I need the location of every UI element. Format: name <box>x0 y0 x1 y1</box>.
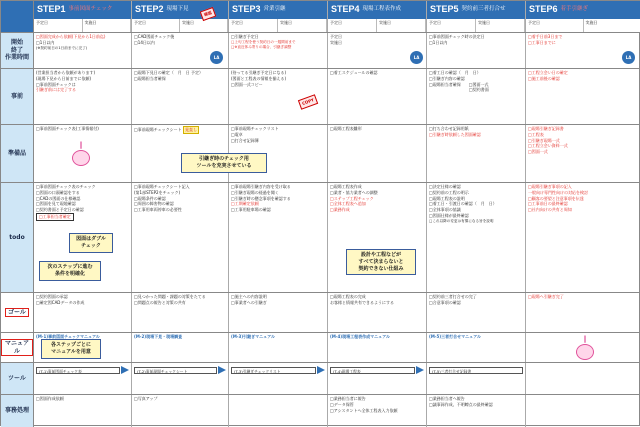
date-actual-label: 実施日 <box>83 19 132 32</box>
item: お客様と情報共有できるようにする <box>330 300 424 306</box>
row-label-manual <box>1 333 34 362</box>
step-number: STEP6 <box>529 3 558 16</box>
goal-row <box>1 293 640 333</box>
step3-header[interactable] <box>229 1 328 32</box>
cell-step4 <box>328 333 427 362</box>
office-row <box>1 395 640 427</box>
cell-step5 <box>427 363 526 394</box>
manual-label-box: マニュアル <box>1 339 33 357</box>
item: □契約前三者打合せの完了 <box>429 294 523 300</box>
item: □顧客の要望と注意事項を伝達 <box>528 196 639 202</box>
arrow-right-icon <box>121 366 129 374</box>
item: □これ以降の変更は有償になる旨を説明 <box>429 219 523 224</box>
item: □工事前日の最終確認 <box>528 201 639 207</box>
date-actual-label: 実施日 <box>180 19 228 32</box>
callout-manual-per-step: 各ステップごとに マニュアルを用意 <box>41 339 101 359</box>
item: □施主への内容説明 <box>231 294 325 300</box>
company-logo-icon: LA <box>622 51 635 64</box>
item: □業務担当者へ報告 <box>429 396 523 402</box>
cell-step5 <box>427 125 526 182</box>
tool-label: (T-4)現場工程表 <box>330 367 415 374</box>
company-logo-icon: LA <box>410 51 423 64</box>
item: □CADの図面の仕様確認 <box>36 196 129 202</box>
date-actual-label: 実施日 <box>476 19 525 32</box>
callout-double-check: 図面はダブル チェック <box>69 233 113 253</box>
cell-step5 <box>427 69 526 124</box>
step-number: STEP3 <box>232 3 261 16</box>
start-end-row <box>1 33 640 69</box>
cell-step2 <box>132 69 229 124</box>
step-number: STEP2 <box>135 3 164 16</box>
item: □工程立会い資料一式 <box>528 143 639 149</box>
date-actual-label: 実施日 <box>377 19 426 32</box>
goal-label-box: ゴール <box>5 308 29 318</box>
item: □図面仕様が最終確認 <box>429 213 523 219</box>
item: □事前現場引継ぎ内容を受け取る <box>231 184 325 190</box>
item: □※直近休み寄りの場合、引継ぎ調整 <box>231 45 325 50</box>
step5-header[interactable] <box>427 1 526 32</box>
cell-step5 <box>427 333 526 362</box>
item: □引継ぎ予定日 <box>231 34 325 40</box>
row-label-prior: 事前 <box>1 69 34 124</box>
date-bar <box>526 19 640 32</box>
manual-link[interactable]: (M-2)現場下見・現場調査 <box>134 334 226 340</box>
item: □契約書面と予定日の確認 <box>36 207 129 213</box>
item: □事前図面チェック時の決定日 <box>429 34 523 40</box>
rabbit-mascot-icon: ‖ <box>576 335 594 360</box>
item: □工事用駐車場の確認 <box>231 207 325 213</box>
date-plan-label: 予定日 <box>132 19 180 32</box>
item: □CAD図面チェック後 <box>134 34 226 40</box>
callout-contract-condition: 設計や工程などが すべて決まらないと 契約できない仕組み <box>346 249 416 275</box>
item: □現場工程表の完成 <box>330 294 424 300</box>
cell-step6 <box>526 183 640 292</box>
tool-label: (T-5)三者打合せ記録書 <box>429 367 523 374</box>
date-actual-label: 実施日 <box>584 19 640 32</box>
date-actual-label: 実施日 <box>278 19 327 32</box>
cell-step4 <box>328 363 427 394</box>
step-number: STEP1 <box>37 3 66 16</box>
item: □工程立会い日の確定 <box>528 70 639 76</box>
step-number: STEP5 <box>430 3 459 16</box>
company-logo-icon: LA <box>210 51 223 64</box>
step-title: 営業引継 <box>264 6 286 14</box>
cell-step3 <box>229 183 328 292</box>
step-title: 契約前三者打合せ <box>462 6 506 14</box>
item: □1日以内 <box>429 40 523 46</box>
date-plan-label: 予定日 <box>328 19 377 32</box>
cell-step4 <box>328 293 427 332</box>
cell-step4 <box>328 69 427 124</box>
arrow-right-icon <box>416 366 424 374</box>
tool-item[interactable] <box>36 366 129 374</box>
date-plan-label: 予定日 <box>526 19 584 32</box>
row-label-todo: todo <box>1 183 34 292</box>
tool-item[interactable] <box>330 366 424 374</box>
item: □データ保管 <box>330 402 424 408</box>
cell-step2 <box>132 363 229 394</box>
item: □現場引継ぎ事項の記入 <box>528 184 639 190</box>
cell-step3 <box>229 33 328 68</box>
item: 実施日 <box>330 40 424 46</box>
date-bar <box>229 19 327 32</box>
row-label-office: 事務処理 <box>1 395 34 427</box>
item: □契約図面の承認 <box>36 294 129 300</box>
manual-link[interactable]: (M-5)三者打合せマニュアル <box>429 334 523 340</box>
item: □写真アップ <box>134 396 226 402</box>
item: □事前現場チェックリスト <box>231 126 325 132</box>
item: □現場工程表の説明 <box>429 196 523 202</box>
date-bar <box>34 19 131 32</box>
cell-step3 <box>229 363 328 394</box>
item: □打合せ記録簿 <box>231 138 325 144</box>
tool-label: (T-1)事前図面チェック表 <box>36 367 120 374</box>
item: □上旬工程を使う契約日の一週間前まで <box>231 40 325 45</box>
item: □契約書面 <box>429 87 523 93</box>
step1-header[interactable] <box>34 1 132 32</box>
item: □契約前の工程の明示 <box>429 190 523 196</box>
cell-step6 <box>526 395 640 427</box>
copy-stamp-icon: COPY <box>298 94 318 109</box>
check-stamp-icon: 確認 <box>200 7 217 21</box>
review-badge: 見直し <box>183 126 199 134</box>
item: □現場担当者確保 □図面一式 <box>429 82 523 88</box>
item: □現場工程表作成 <box>330 184 424 190</box>
manual-link[interactable]: (M-1)事前図面チェックマニュアル <box>36 334 129 340</box>
item: □14日以内 <box>134 40 226 46</box>
item: □事業者への引継ぎ <box>231 300 325 306</box>
date-bar <box>132 19 228 32</box>
item: □周囲の障害物の確認 <box>134 201 226 207</box>
item: □現場へ引継ぎ完了 <box>528 294 639 300</box>
item: □合意事項の確認 <box>429 300 523 306</box>
item: □全体工程表へ追加 <box>330 201 424 207</box>
item: □図面の口頭確認をする <box>36 190 129 196</box>
row-label-tool: ツール <box>1 363 34 394</box>
cell-step3 <box>229 293 328 332</box>
date-plan-label: 予定日 <box>229 19 278 32</box>
step4-header[interactable] <box>328 1 427 32</box>
callout-next-step-condition: 次のステップに進む 条件を明確化 <box>39 261 101 281</box>
item: □見つかった問題・課題の対策をたてる <box>134 294 226 300</box>
row-label-goal <box>1 293 34 332</box>
arrow-right-icon <box>218 366 226 374</box>
item: □現場工程表雛形 <box>330 126 424 132</box>
item: □引継ぎ現場一式 <box>528 138 639 144</box>
cell-step5 <box>427 33 526 68</box>
cell-step2 <box>132 333 229 362</box>
item: □現場条件の確認 <box>134 196 226 202</box>
item: □業者・協力業者への調整 <box>330 190 424 196</box>
item: □事前現場チェックシート記入 <box>134 184 226 190</box>
item: □現場引継ぎ記録書 <box>528 126 639 132</box>
item: □工事日までに <box>528 40 639 46</box>
cell-step4 <box>328 33 427 68</box>
cell-step5 <box>427 183 526 292</box>
manual-link[interactable]: (M-4)現場工程表作成マニュアル <box>330 334 424 340</box>
item: (第1部STEP2をチェック) <box>134 190 226 196</box>
cell-step1 <box>34 395 132 427</box>
cell-step6 <box>526 33 640 68</box>
cell-step3 <box>229 395 328 427</box>
header-row <box>1 1 640 33</box>
item: □事前図面チェック表のチェック <box>36 184 129 190</box>
item: □工期確定依頼 <box>231 201 325 207</box>
item: □着工日・引渡日の確認（ 月 日） <box>429 201 523 207</box>
date-plan-label: 予定日 <box>34 19 83 32</box>
item: □図面を見て現地確認 <box>36 201 129 207</box>
tool-row <box>1 363 640 395</box>
item: □全体事項の協議 <box>429 207 523 213</box>
item: (※契約前日の1日前までに完了) <box>36 46 129 51</box>
step-title: 着手引継ぎ <box>561 6 589 14</box>
cell-step3 <box>229 69 328 124</box>
item: □引継ぎ時依頼した図面確認 <box>429 132 523 138</box>
item-text: □工事担当者確定 <box>36 213 74 221</box>
date-plan-label: 予定日 <box>427 19 476 32</box>
item: (営業担当者から依頼があります) <box>36 70 129 76</box>
item: □決定仕様の確認 <box>429 184 523 190</box>
item: □事前図面チェックは <box>36 82 129 88</box>
item: (図面と工程表の情報を揃える) <box>231 76 325 82</box>
item <box>134 126 226 134</box>
item: □着手日前3日まで <box>528 34 639 40</box>
item: □打ち合わせ記録用紙 <box>429 126 523 132</box>
item: 引継ぎ前には完了する <box>36 87 129 93</box>
step-title: 事前図面チェック <box>69 6 113 14</box>
cell-step6 <box>526 69 640 124</box>
cell-step4 <box>328 395 427 427</box>
item: □図面作成依頼 <box>36 396 129 402</box>
item: (待ってる引継ぎ予定日になる) <box>231 70 325 76</box>
tool-item[interactable] <box>134 366 226 374</box>
arrow-right-icon <box>317 366 325 374</box>
tool-item[interactable] <box>429 366 523 374</box>
cell-step6 <box>526 333 640 362</box>
item: □1日以内 <box>36 40 129 46</box>
step-number: STEP4 <box>331 3 360 16</box>
item: 予定日 <box>330 34 424 40</box>
step6-header[interactable] <box>526 1 640 32</box>
item: (現場下見から日前までに依頼) <box>36 76 129 82</box>
item: □アシスタントへ全体工程表入力依頼 <box>330 408 424 414</box>
cell-step5 <box>427 293 526 332</box>
item: □工事用車両停車の必要性 <box>134 207 226 213</box>
prior-row <box>1 69 640 125</box>
cell-step6 <box>526 363 640 394</box>
cell-step6 <box>526 125 640 182</box>
cell-step4 <box>328 183 427 292</box>
date-bar <box>328 19 426 32</box>
item: □社内向けの共有と周知 <box>528 207 639 213</box>
item: □電卓 <box>231 132 325 138</box>
item-text: □事前現場チェックシート <box>134 127 182 132</box>
item: □施工前後の確認 <box>528 76 639 82</box>
cell-step5 <box>427 395 526 427</box>
cell-step4 <box>328 125 427 182</box>
cell-step1 <box>34 363 132 394</box>
item: □引継ぎ内容の確認 <box>429 76 523 82</box>
tool-label: (T-2)事前現場チェックシート <box>134 367 217 374</box>
cell-step2 <box>132 183 229 292</box>
item: □図面完成から依頼(下見から1日前迄) <box>36 34 129 40</box>
item: □確定図CADデータの作成 <box>36 300 129 306</box>
item: □業務作成 <box>330 207 424 213</box>
cell-step1 <box>34 293 132 332</box>
tool-label: (T-3)引継ぎチェックリスト <box>231 367 316 374</box>
item: □ステップ工程チェック <box>330 196 424 202</box>
cell-step1 <box>34 125 132 182</box>
row-label-prep: 準備品 <box>1 125 34 182</box>
step-title: 現場下見 <box>167 6 189 14</box>
item: □工程表 <box>528 132 639 138</box>
date-bar <box>427 19 525 32</box>
item: 一般向け専門性向けの対応を検討 <box>528 190 639 196</box>
item: □図面一式 <box>528 149 639 155</box>
row-label-start-end: 開始 終了 作業時間 <box>1 33 34 68</box>
manual-link[interactable]: (M-3)引継ぎマニュアル <box>231 334 325 340</box>
cell-step1 <box>34 33 132 68</box>
step-title: 現場工程表作成 <box>363 6 402 14</box>
header-corner <box>1 1 34 32</box>
item <box>36 213 129 221</box>
callout-handover-tools: 引継ぎ時のチェック用 ツールを充実させている <box>181 153 267 173</box>
cell-step3 <box>229 333 328 362</box>
item: □業務担当者に報告 <box>330 396 424 402</box>
item: □議事録作成、不明瞭点の最終確認 <box>429 402 523 408</box>
cell-step2 <box>132 395 229 427</box>
item: □事前図面チェック表(工事情報付) <box>36 126 129 132</box>
item: □問題点の報告と対策の共有 <box>134 300 226 306</box>
item: □引継ぎ現場の経過を聞く <box>231 190 325 196</box>
item: □引継ぎ時の懸念事項を確認する <box>231 196 325 202</box>
item: □現場下見日の確定（ 月 日 予定） <box>134 70 226 76</box>
cell-step6 <box>526 293 640 332</box>
tool-item[interactable] <box>231 366 325 374</box>
prep-row <box>1 125 640 183</box>
item: □着工日の確認（ 月 日） <box>429 70 523 76</box>
cell-step2 <box>132 293 229 332</box>
cell-step1 <box>34 69 132 124</box>
rabbit-mascot-icon: ‖ <box>72 141 90 166</box>
cell-step2 <box>132 33 229 68</box>
item: □図面一式コピー <box>231 82 325 88</box>
item: □現場担当者確保 <box>134 76 226 82</box>
item: □着工スケジュールの確認 <box>330 70 424 76</box>
